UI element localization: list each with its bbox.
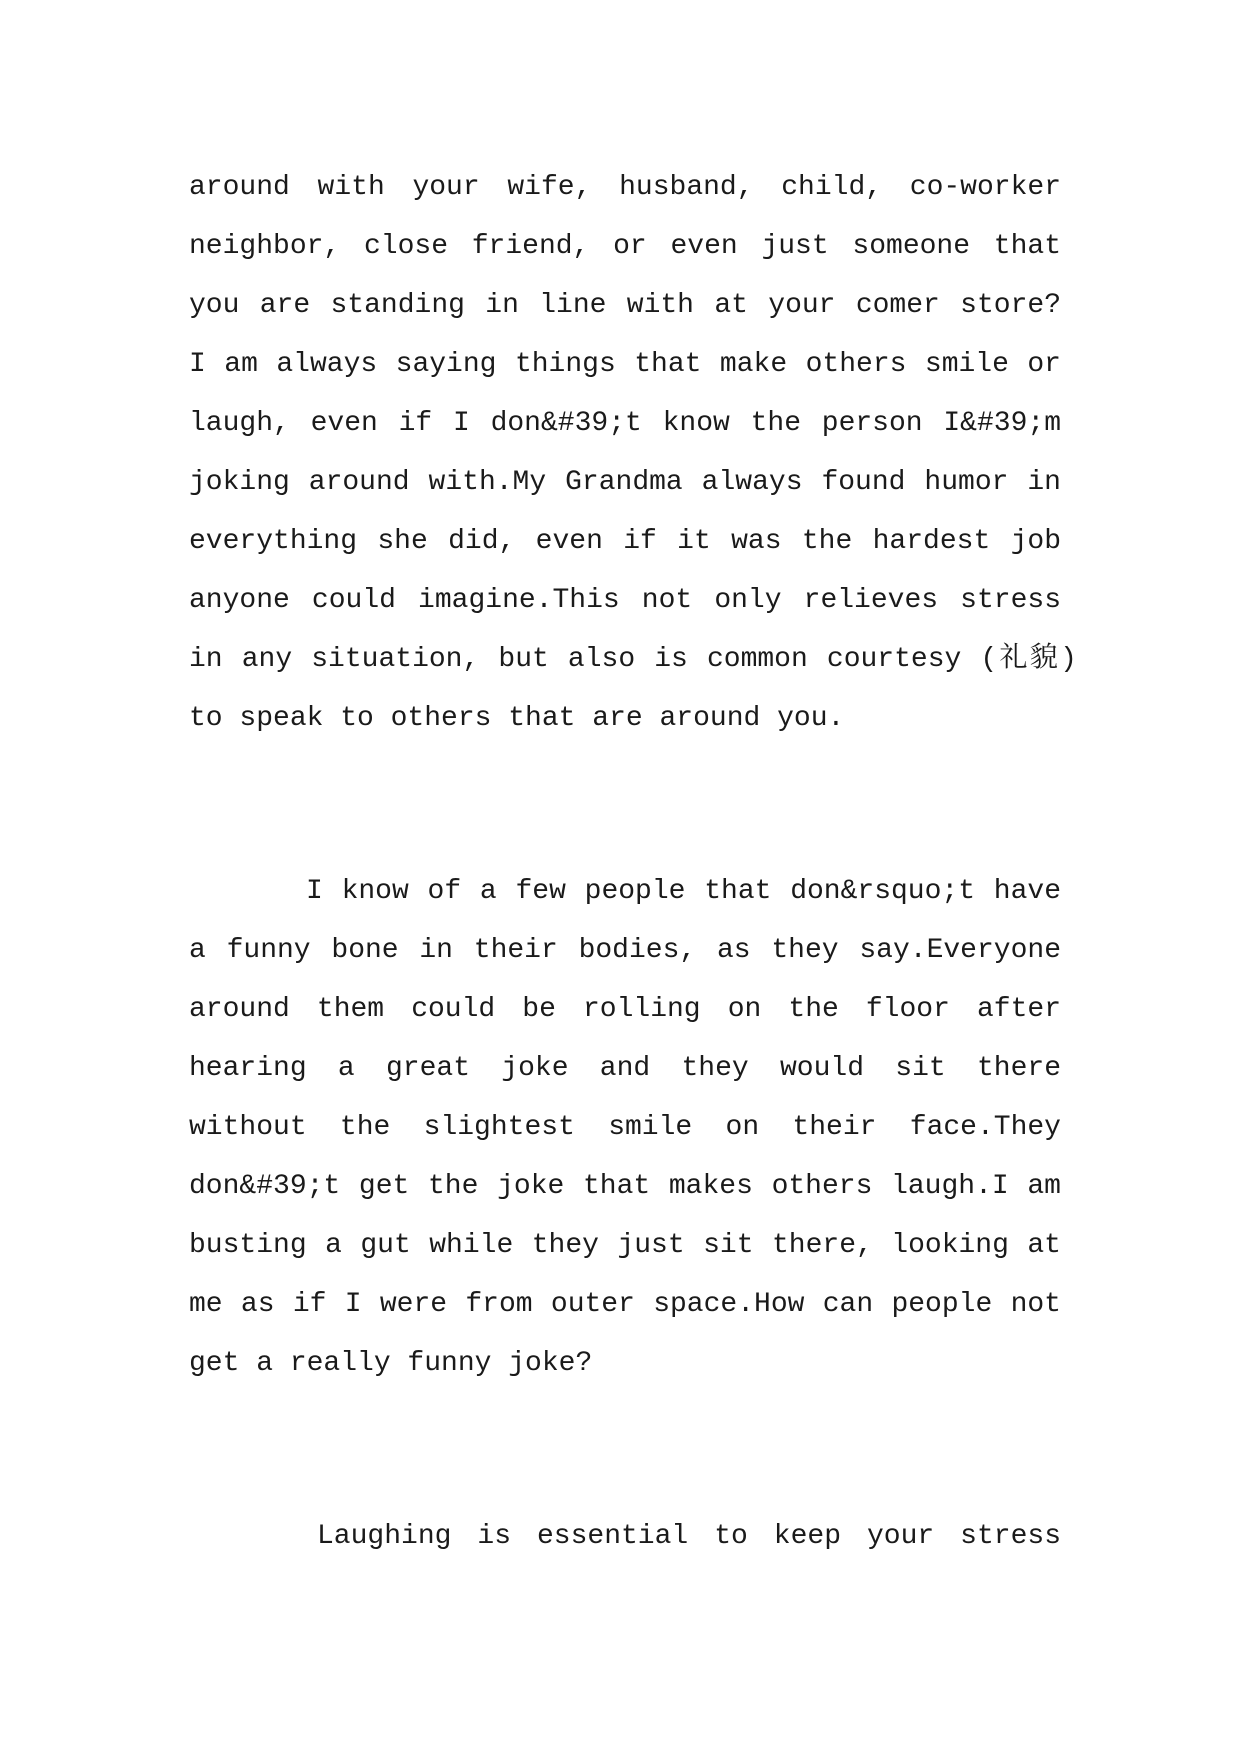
text-line: in any situation, but also is common courtesy (礼貌) [189, 644, 1077, 675]
text-line: without the slightest smile on their face.They [189, 1112, 1061, 1143]
text-line: laugh, even if I don&#39;t know the person I&#39;m [189, 408, 1061, 439]
text-line: neighbor, close friend, or even just someone that [189, 231, 1061, 262]
text-line: to speak to others that are around you. [189, 703, 845, 734]
text-line: Laughing is essential to keep your stress [317, 1521, 1061, 1552]
text-line: a funny bone in their bodies, as they say.Everyone [189, 935, 1061, 966]
text-line: get a really funny joke? [189, 1348, 593, 1379]
text-line: you are standing in line with at your comer store? [189, 290, 1061, 321]
text-line: don&#39;t get the joke that makes others laugh.I am [189, 1171, 1061, 1202]
text-line: around with your wife, husband, child, co-worker [189, 172, 1061, 203]
text-line: joking around with.My Grandma always found humor in [189, 467, 1061, 498]
text-line: anyone could imagine.This not only relieves stress [189, 585, 1061, 616]
text-line: everything she did, even if it was the hardest job [189, 526, 1061, 557]
text-line: I know of a few people that don&rsquo;t have [306, 876, 1061, 907]
text-line: me as if I were from outer space.How can people not [189, 1289, 1061, 1320]
text-line: I am always saying things that make others smile or [189, 349, 1061, 380]
text-line: around them could be rolling on the floor after [189, 994, 1061, 1025]
text-line: busting a gut while they just sit there, looking at [189, 1230, 1061, 1261]
text-line: hearing a great joke and they would sit there [189, 1053, 1061, 1084]
